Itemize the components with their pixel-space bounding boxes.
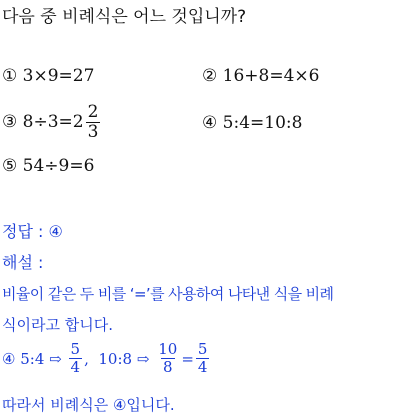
option-marker: ③ (2, 112, 18, 132)
option-text: 3×9=27 (22, 66, 95, 86)
option-marker: ① (2, 66, 18, 86)
fraction-denominator: 3 (87, 122, 99, 142)
formula-comma: , (84, 349, 89, 368)
option-marker: ④ (202, 113, 218, 133)
fraction-numerator: 5 (197, 340, 208, 358)
mixed-whole: 2 (72, 112, 84, 132)
fraction-denominator: 4 (70, 358, 81, 376)
answer-line (2, 219, 63, 242)
question-text: 다음 중 비례식은 어느 것입니까? (2, 7, 247, 27)
formula-fraction2 (156, 342, 179, 375)
formula-ratio1: 5:4 (20, 349, 45, 368)
formula-marker: ④ (2, 349, 16, 368)
explanation-line2: 식이라고 합니다. (2, 316, 113, 334)
explanation-line1: 비율이 같은 두 비를 ‘=’를 사용하여 나타낸 식을 비례 (2, 285, 334, 303)
option-text: 54÷9=6 (22, 156, 95, 176)
option-2 (202, 68, 319, 85)
option-4 (202, 115, 302, 132)
explanation-formula (2, 342, 211, 375)
option-text: 8÷3= (22, 112, 73, 132)
fraction-numerator: 2 (87, 102, 99, 122)
formula-ratio2: 10:8 (98, 349, 133, 368)
formula-equals: = (181, 349, 194, 368)
option-3 (2, 104, 102, 141)
fraction (86, 104, 101, 141)
option-marker: ⑤ (2, 156, 18, 176)
formula-fraction1 (69, 342, 83, 375)
option-1 (2, 68, 94, 85)
arrow-icon: ⇨ (49, 349, 62, 368)
fraction-numerator: 10 (158, 340, 178, 358)
fraction-denominator: 8 (162, 358, 173, 376)
option-text: 5:4=10:8 (222, 113, 303, 133)
answer-label: 정답 : (2, 222, 44, 241)
arrow-icon: ⇨ (136, 349, 150, 368)
explanation-label: 해설 : (2, 253, 44, 272)
option-text: 16+8=4×6 (222, 66, 320, 86)
answer-value: ④ (48, 222, 63, 241)
option-5 (2, 158, 94, 175)
fraction-denominator: 4 (197, 358, 208, 376)
option-marker: ② (202, 66, 218, 86)
explanation-conclusion: 따라서 비례식은 ④입니다. (2, 396, 175, 414)
fraction-numerator: 5 (70, 340, 81, 358)
formula-fraction3 (196, 342, 210, 375)
